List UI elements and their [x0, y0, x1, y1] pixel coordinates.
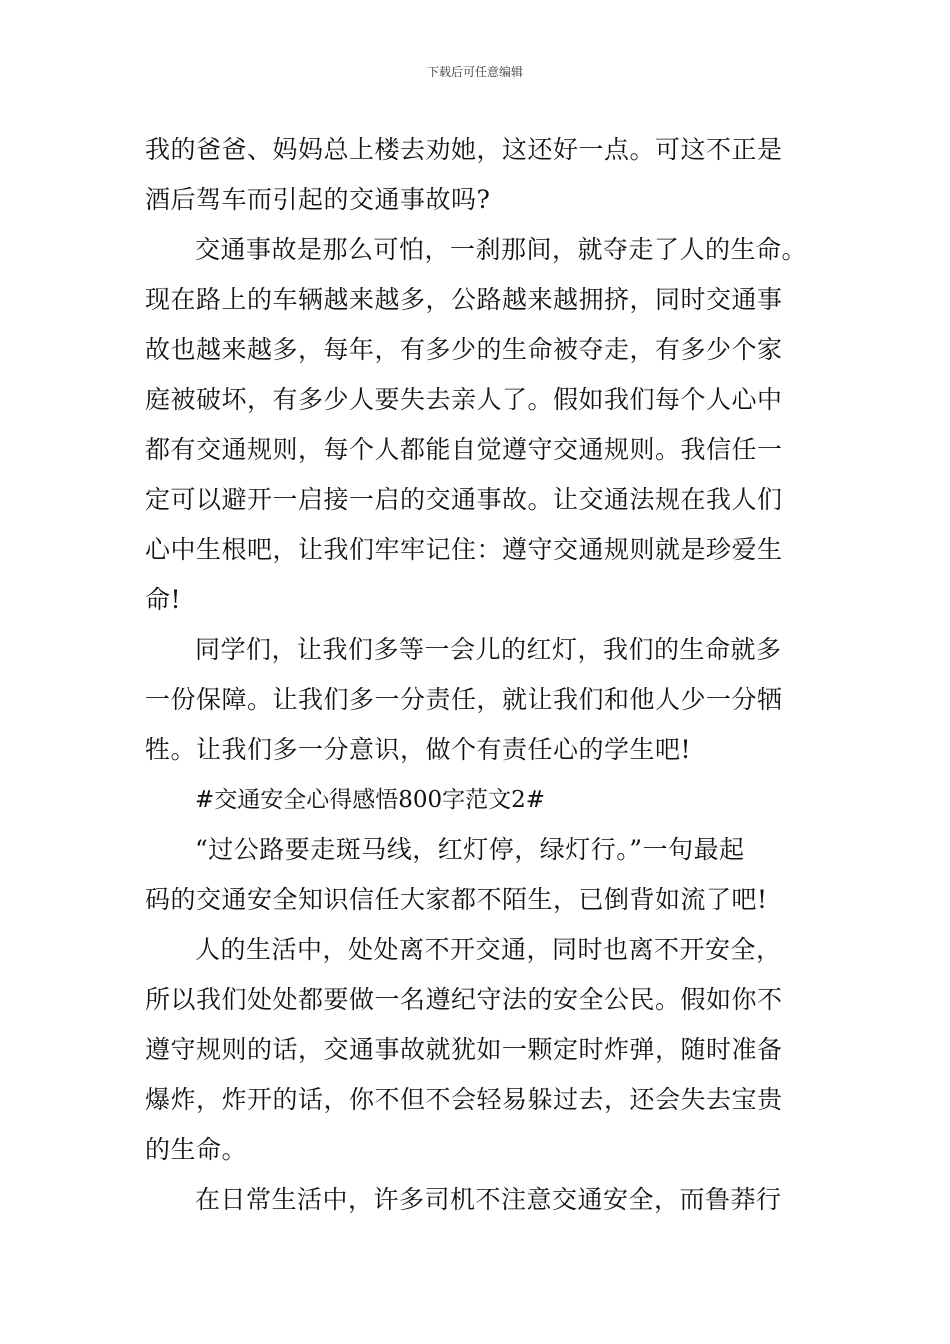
text-line: 现在路上的车辆越来越多，公路越来越拥挤，同时交通事	[145, 285, 783, 314]
text-line: 交通事故是那么可怕，一刹那间，就夺走了人的生命。	[195, 235, 808, 264]
text-line: 我的爸爸、妈妈总上楼去劝她，这还好一点。可这不正是	[145, 135, 783, 164]
text-line: “过公路要走斑马线，红灯停，绿灯行。”一句最起	[195, 835, 745, 864]
text-line: 庭被破坏，有多少人要失去亲人了。假如我们每个人心中	[145, 385, 783, 414]
text-line: 的生命。	[145, 1135, 248, 1164]
text-line: 遵守规则的话，交通事故就犹如一颗定时炸弹，随时准备	[145, 1035, 783, 1064]
text-line: 爆炸，炸开的话，你不但不会轻易躲过去，还会失去宝贵	[145, 1085, 783, 1114]
text-line: 一份保障。让我们多一分责任，就让我们和他人少一分牺	[145, 685, 783, 714]
text-line: 都有交通规则，每个人都能自觉遵守交通规则。我信任一	[145, 435, 783, 464]
text-line: 心中生根吧，让我们牢牢记住：遵守交通规则就是珍爱生	[145, 535, 783, 564]
text-line: 牲。让我们多一分意识，做个有责任心的学生吧!	[145, 735, 692, 764]
text-line: 码的交通安全知识信任大家都不陌生，已倒背如流了吧!	[145, 885, 768, 914]
text-line: 人的生活中，处处离不开交通，同时也离不开安全，	[195, 935, 782, 964]
text-line: 同学们，让我们多等一会儿的红灯，我们的生命就多	[195, 635, 782, 664]
text-line: 故也越来越多，每年，有多少的生命被夺走，有多少个家	[145, 335, 783, 364]
text-line: 在日常生活中，许多司机不注意交通安全，而鲁莽行	[195, 1185, 782, 1214]
section-heading: #交通安全心得感悟800字范文2#	[195, 787, 546, 813]
text-line: 命!	[145, 585, 182, 614]
text-line: 所以我们处处都要做一名遵纪守法的安全公民。假如你不	[145, 985, 783, 1014]
text-line: 定可以避开一启接一启的交通事故。让交通法规在我人们	[145, 485, 783, 514]
page-header: 下载后可任意编辑	[426, 65, 523, 79]
text-line: 酒后驾车而引起的交通事故吗?	[145, 185, 491, 214]
document-body	[145, 125, 810, 1225]
